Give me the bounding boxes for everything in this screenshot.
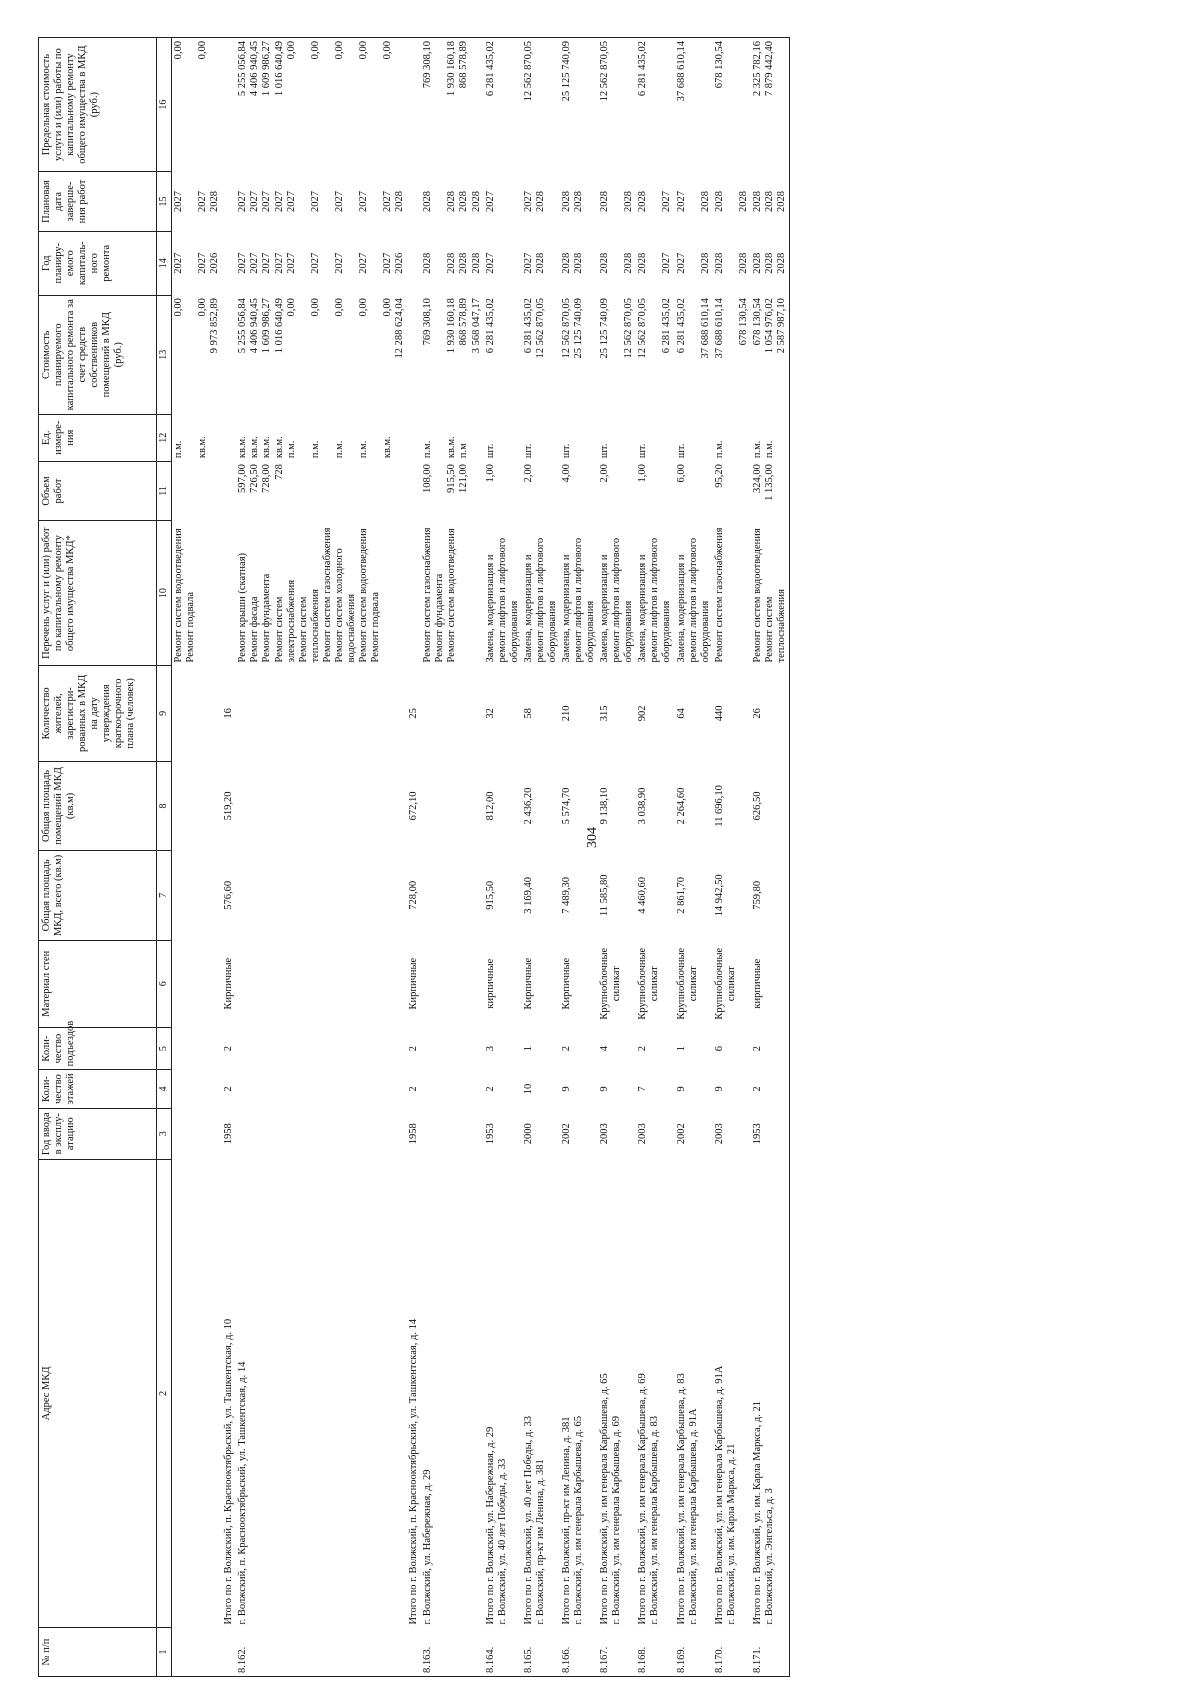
cost-limit-cell: 25 125 740,09 xyxy=(560,38,598,172)
year-built-cell: 2003 xyxy=(637,1123,649,1145)
work-volume-cell: 4,00 xyxy=(560,464,572,483)
work-volume-cell: 95,20 xyxy=(713,464,725,488)
residents-cell xyxy=(236,665,407,761)
address-cell: Итого по г. Волжский, ул. 40 лет Победы, д. 33 г. Волжский, пр-кт им Ленина, д. 381 xyxy=(522,1415,546,1625)
repair-year-cell xyxy=(407,231,421,295)
cost-limit-cell: 37 688 610,14 xyxy=(675,38,713,172)
work-volume-cell: 1,00 xyxy=(637,464,649,483)
table-row xyxy=(522,38,560,1677)
table-row xyxy=(407,38,421,1677)
works-list-cell: Замена, модернизация и ремонт лифтов и лифтового оборудования xyxy=(675,537,711,663)
premises-area-cell: 2 436,20 xyxy=(522,787,534,825)
address-cell: Итого по г. Волжский, пр-кт им Ленина, д. 381 г. Волжский, ул. им генерала Карбышева, д. 65 xyxy=(560,1415,584,1625)
works-list-cell: Замена, модернизация и ремонт лифтов и лифтового оборудования xyxy=(560,537,597,663)
wall-material-cell xyxy=(172,940,223,1027)
header-cell: Ед. измере-ния xyxy=(39,414,157,461)
column-number: 14 xyxy=(157,231,172,295)
entrances-cell: 3 xyxy=(484,1045,496,1052)
entrances-cell: 1 xyxy=(675,1045,687,1052)
repair-year-cell: 2028 2028 xyxy=(599,252,635,274)
residents-cell: 902 xyxy=(637,705,649,722)
residents-cell: 32 xyxy=(484,708,496,719)
work-volume-cell: 1,00 xyxy=(484,464,496,483)
unit-cell: п.м. кв.м. п.м xyxy=(422,436,470,459)
table-row xyxy=(421,38,483,1677)
total-area-cell: 2 861,70 xyxy=(675,876,687,914)
residents-cell xyxy=(421,665,483,761)
column-number: 2 xyxy=(157,1159,172,1627)
header-cell: № п/п xyxy=(39,1628,157,1677)
works-list-cell: Ремонт систем газоснабжения xyxy=(713,527,725,663)
total-area-cell: 728,00 xyxy=(408,880,420,910)
completion-date-cell: 2028 2028 2028 2028 xyxy=(422,191,482,212)
repair-year-cell: 2028 2028 2028 2028 xyxy=(422,252,482,274)
floors-cell xyxy=(172,1070,223,1108)
header-cell: Год ввода в эксплу-атацию xyxy=(39,1108,157,1159)
wall-material-cell xyxy=(421,940,483,1027)
residents-cell: 315 xyxy=(599,705,611,722)
planned-cost-cell xyxy=(222,295,236,414)
wall-material-cell: Кирпичные xyxy=(522,957,534,1010)
floors-cell: 9 xyxy=(599,1086,611,1092)
header-row xyxy=(39,38,157,1677)
works-list-cell xyxy=(407,521,421,666)
unit-cell: шт. xyxy=(522,443,534,459)
floors-cell: 10 xyxy=(522,1083,534,1095)
number-cell: 8.163. xyxy=(421,1628,483,1677)
column-number: 11 xyxy=(157,461,172,521)
wall-material-cell: кирпичные xyxy=(751,940,790,1027)
unit-cell: шт. xyxy=(484,443,496,459)
premises-area-cell: 626,50 xyxy=(751,761,790,850)
work-volume-cell: 6,00 xyxy=(675,464,687,483)
entrances-cell: 2 xyxy=(560,1045,572,1052)
year-built-cell: 1953 xyxy=(484,1123,496,1145)
column-number: 3 xyxy=(157,1108,172,1159)
residents-cell: 440 xyxy=(713,705,725,722)
works-list-cell: Ремонт систем газоснабжения Ремонт фундамента Ремонт систем водоотведения xyxy=(422,527,458,663)
wall-material-cell xyxy=(236,940,407,1027)
works-list-cell: Замена, модернизация и ремонт лифтов и лифтового оборудования xyxy=(484,537,520,663)
column-number: 12 xyxy=(157,414,172,461)
number-cell: 8.165. xyxy=(522,1628,560,1677)
year-built-cell: 2002 xyxy=(675,1123,687,1145)
year-built-cell: 2000 xyxy=(522,1123,534,1145)
address-cell: Итого по г. Волжский, ул. им генерала Карбышева, д. 83 г. Волжский, ул. им генерала Карбышева, д. 91А xyxy=(675,1373,699,1625)
entrances-cell: 2 xyxy=(751,1027,790,1070)
premises-area-cell: 519,20 xyxy=(223,791,235,821)
number-cell: 8.164. xyxy=(484,1628,522,1677)
residents-cell: 25 xyxy=(408,708,420,719)
floors-cell: 2 xyxy=(751,1070,790,1108)
premises-area-cell: 9 138,10 xyxy=(599,787,611,825)
unit-cell: п.м. кв.м. xyxy=(173,436,209,459)
column-number: 6 xyxy=(157,940,172,1027)
year-built-cell: 1958 xyxy=(408,1123,420,1145)
number-cell xyxy=(222,1628,236,1677)
column-number: 16 xyxy=(157,38,172,172)
planned-cost-cell: 678 130,54 1 054 976,02 2 587 987,10 xyxy=(751,295,790,414)
residents-cell: 64 xyxy=(675,708,687,719)
header-cell: Плановая дата заверше-ния работ xyxy=(39,172,157,232)
completion-date-cell xyxy=(407,172,421,232)
column-number: 8 xyxy=(157,761,172,850)
column-number: 4 xyxy=(157,1070,172,1108)
repair-plan-table xyxy=(38,37,790,1677)
total-area-cell: 759,80 xyxy=(751,851,790,940)
works-list-cell: Ремонт систем водоотведения Ремонт подвала xyxy=(173,528,197,663)
header-cell: Коли-чество этажей xyxy=(39,1070,157,1108)
premises-area-cell xyxy=(236,761,407,850)
wall-material-cell: Кирпичные xyxy=(408,957,420,1010)
entrances-cell: 1 xyxy=(522,1045,534,1052)
floors-cell: 9 xyxy=(713,1086,725,1092)
planned-cost-cell: 12 562 870,05 25 125 740,09 xyxy=(560,298,584,359)
cost-limit-cell xyxy=(222,38,236,172)
total-area-cell: 4 460,60 xyxy=(637,876,649,914)
year-built-cell: 1953 xyxy=(751,1108,790,1159)
wall-material-cell: Крупноблочные силикат xyxy=(713,947,737,1020)
table-row xyxy=(222,38,236,1677)
year-built-cell xyxy=(236,1108,407,1159)
planned-cost-cell: 25 125 740,09 12 562 870,05 xyxy=(599,298,635,359)
column-number: 13 xyxy=(157,295,172,414)
cost-limit-cell: 0,00 0,00 xyxy=(172,38,223,172)
column-number: 15 xyxy=(157,172,172,232)
work-volume-cell: 324,00 1 135,00 xyxy=(751,461,790,521)
unit-cell xyxy=(407,414,421,461)
address-cell: г. Волжский, п. Краснооктябрьский, ул. Ташкентская, д. 14 xyxy=(237,1361,249,1625)
unit-cell: шт. xyxy=(560,443,572,459)
number-cell xyxy=(172,1628,223,1677)
wall-material-cell: Крупноблочные силикат xyxy=(599,947,623,1020)
floors-cell: 7 xyxy=(637,1086,649,1092)
address-cell: Итого по г. Волжский, ул. им. Карла Маркса, д. 21 г. Волжский, ул. Энгельса, д. 3 xyxy=(751,1159,790,1627)
premises-area-cell: 5 574,70 xyxy=(560,787,572,825)
residents-cell: 26 xyxy=(751,665,790,761)
completion-date-cell: 2028 2028 xyxy=(560,191,584,212)
entrances-cell: 2 xyxy=(408,1045,420,1052)
header-cell: Год планиру-емого капиталь-ного ремонта xyxy=(39,231,157,295)
total-area-cell: 11 585,80 xyxy=(599,874,611,917)
column-number: 1 xyxy=(157,1628,172,1677)
work-volume-cell: 2,00 xyxy=(522,464,534,483)
work-volume-cell: 597,00 726,50 728,00 728 xyxy=(237,464,285,494)
address-cell: Итого по г. Волжский, ул. им генерала Карбышева, д. 65 г. Волжский, ул. им генерала Карбышева, д. 69 xyxy=(599,1373,623,1625)
total-area-cell xyxy=(421,851,483,940)
year-built-cell: 1958 xyxy=(223,1123,235,1145)
number-cell xyxy=(407,1628,421,1677)
table-row xyxy=(484,38,522,1677)
planned-cost-cell: 12 562 870,05 6 281 435,02 xyxy=(637,298,673,359)
work-volume-cell xyxy=(172,461,223,521)
table-row xyxy=(675,38,713,1677)
table-row xyxy=(713,38,751,1677)
year-built-cell: 2003 xyxy=(599,1123,611,1145)
repair-year-cell: 2028 2028 xyxy=(713,252,749,274)
planned-cost-cell: 769 308,10 1 930 160,18 868 578,89 3 568 047,17 xyxy=(422,298,482,354)
table-row xyxy=(636,38,674,1677)
works-list-cell: Замена, модернизация и ремонт лифтов и лифтового оборудования xyxy=(637,537,673,663)
year-built-cell: 2003 xyxy=(713,1123,725,1145)
wall-material-cell: Кирпичные xyxy=(560,957,572,1010)
header-cell: Перечень услуг и (или) работ по капитальному ремонту общего имущества МКД* xyxy=(39,521,157,666)
year-built-cell: 2002 xyxy=(560,1123,572,1145)
number-cell: 8.166. xyxy=(560,1628,598,1677)
repair-year-cell: 2027 2027 2027 2027 2027 2027 2027 2027 2027 2026 xyxy=(237,252,406,274)
planned-cost-cell: 37 688 610,14 678 130,54 xyxy=(713,298,749,359)
floors-cell: 9 xyxy=(675,1086,687,1092)
floors-cell: 2 xyxy=(223,1086,235,1092)
cost-limit-cell: 2 325 782,16 7 879 442,40 xyxy=(751,38,790,172)
header-cell: Общая площадь помещений МКД (кв.м) xyxy=(39,761,157,850)
premises-area-cell: 11 696,10 xyxy=(713,785,725,827)
repair-year-cell: 2027 2027 2026 xyxy=(173,252,221,274)
header-cell: Коли-чество подъездов xyxy=(39,1027,157,1070)
unit-cell: шт. xyxy=(599,443,611,459)
repair-year-cell: 2028 2028 2028 xyxy=(751,231,790,295)
unit-cell: кв.м. кв.м. кв.м. кв.м. п.м. п.м. п.м. п.м. кв.м. xyxy=(237,436,394,459)
total-area-cell xyxy=(172,851,223,940)
completion-date-cell: 2028 2028 xyxy=(713,191,749,212)
entrances-cell: 6 xyxy=(713,1045,725,1052)
repair-year-cell: 2027 2028 xyxy=(522,252,546,274)
completion-date-cell: 2028 2028 xyxy=(599,191,635,212)
entrances-cell xyxy=(421,1027,483,1070)
header-cell: Стоимость планируемого капитального ремонта за счет средств собственников помещений в МКД (руб.) xyxy=(39,295,157,414)
work-volume-cell: 108,00 915,50 121,00 xyxy=(422,464,470,494)
residents-cell: 16 xyxy=(223,708,235,719)
total-area-cell: 576,60 xyxy=(223,880,235,910)
address-cell xyxy=(172,1159,223,1627)
address-cell: Итого по г. Волжский, ул. Набережная, д. 29 г. Волжский, ул. 40 лет Победы, д. 33 xyxy=(484,1426,508,1625)
premises-area-cell xyxy=(421,761,483,850)
premises-area-cell: 812,00 xyxy=(484,791,496,821)
number-cell: 8.162. xyxy=(236,1628,407,1677)
works-list-cell xyxy=(222,521,236,666)
completion-date-cell xyxy=(222,172,236,232)
header-cell: Количество жителей, зарегистри-рованных в МКД на дату утверждения краткосрочного плана (человек) xyxy=(39,665,157,761)
completion-date-cell: 2027 2028 xyxy=(522,191,546,212)
completion-date-cell: 2028 2027 xyxy=(637,191,673,212)
total-area-cell xyxy=(236,851,407,940)
planned-cost-cell: 6 281 435,02 12 562 870,05 xyxy=(522,298,546,359)
header-cell: Материал стен xyxy=(39,940,157,1027)
wall-material-cell: Крупноблочные силикат xyxy=(675,947,699,1020)
header-cell: Объем работ xyxy=(39,461,157,521)
address-cell: Итого по г. Волжский, ул. им генерала Карбышева, д. 91А г. Волжский, ул. им. Карла Маркса, д. 21 xyxy=(713,1365,737,1625)
address-cell: Итого по г. Волжский, ул. им генерала Карбышева, д. 69 г. Волжский, ул. им генерала Карбышева, д. 83 xyxy=(637,1373,661,1625)
entrances-cell: 4 xyxy=(599,1045,611,1052)
premises-area-cell xyxy=(172,761,223,850)
floors-cell xyxy=(236,1070,407,1108)
repair-year-cell: 2028 2027 xyxy=(637,252,673,274)
work-volume-cell: 2,00 xyxy=(599,464,611,483)
work-volume-cell xyxy=(407,461,421,521)
cost-limit-cell: 6 281 435,02 xyxy=(484,38,522,172)
total-area-cell: 3 169,40 xyxy=(522,876,534,914)
number-cell: 8.169. xyxy=(675,1628,713,1677)
residents-cell xyxy=(172,665,223,761)
works-list-cell: Замена, модернизация и ремонт лифтов и лифтового оборудования xyxy=(522,537,558,663)
premises-area-cell: 2 264,60 xyxy=(675,787,687,825)
table-row xyxy=(751,38,790,1677)
completion-date-cell: 2028 2028 2028 xyxy=(751,172,790,232)
entrances-cell xyxy=(236,1027,407,1070)
cost-limit-cell: 6 281 435,02 xyxy=(636,38,674,172)
floors-cell: 9 xyxy=(560,1086,572,1092)
repair-year-cell: 2028 2028 xyxy=(560,252,584,274)
cost-limit-cell xyxy=(407,38,421,172)
repair-year-cell xyxy=(222,231,236,295)
entrances-cell: 2 xyxy=(637,1045,649,1052)
number-cell: 8.170. xyxy=(713,1628,751,1677)
completion-date-cell: 2027 2027 2027 2027 2027 2027 2027 2027 2027 2028 xyxy=(237,191,406,212)
planned-cost-cell: 0,00 0,00 9 973 852,89 xyxy=(173,298,221,354)
works-list-cell: Ремонт крыши (скатная) Ремонт фасада Ремонт фундамента Ремонт систем электроснабжения Ремонт систем теплоснабжения Ремонт систем газоснабжения Ремонт систем холодного водоснабжения Ремонт систем водоотведения Ремонт подвала xyxy=(237,527,381,663)
residents-cell: 210 xyxy=(560,705,572,722)
rotated-page xyxy=(38,37,1193,1677)
planned-cost-cell: 5 255 056,84 4 406 940,45 1 609 986,27 1 016 640,49 0,00 0,00 0,00 0,00 0,00 12 288 624,04 xyxy=(237,298,406,359)
wall-material-cell: кирпичные xyxy=(484,958,496,1009)
completion-date-cell: 2027 2027 2028 xyxy=(173,191,221,212)
floors-cell xyxy=(421,1070,483,1108)
floors-cell: 2 xyxy=(484,1086,496,1092)
column-number: 7 xyxy=(157,851,172,940)
works-list-cell: Ремонт систем водоотведения Ремонт систем теплоснабжения xyxy=(751,521,790,666)
completion-date-cell: 2027 xyxy=(484,191,496,212)
unit-cell: шт. xyxy=(637,443,649,459)
address-cell: Итого по г. Волжский, п. Краснооктябрьский, ул. Ташкентская, д. 14 xyxy=(408,1318,420,1625)
works-list-cell: Замена, модернизация и ремонт лифтов и лифтового оборудования xyxy=(599,537,635,663)
number-cell: 8.167. xyxy=(598,1628,636,1677)
table-row xyxy=(172,38,223,1677)
total-area-cell: 7 489,30 xyxy=(560,876,572,914)
planned-cost-cell: 6 281 435,02 37 688 610,14 xyxy=(675,298,711,359)
column-number: 9 xyxy=(157,665,172,761)
header-cell: Предельная стоимость услуги и (или) работы по капитальному ремонту общего имущества в МКД (руб.) xyxy=(39,38,157,172)
address-cell: г. Волжский, ул. Набережная, д. 29 xyxy=(422,1469,434,1625)
cost-limit-cell: 12 562 870,05 xyxy=(522,38,560,172)
residents-cell: 58 xyxy=(522,708,534,719)
planned-cost-cell xyxy=(407,295,421,414)
wall-material-cell: Крупноблочные силикат xyxy=(637,947,661,1020)
number-cell: 8.171. xyxy=(751,1628,790,1677)
cost-limit-cell: 12 562 870,05 xyxy=(598,38,636,172)
cost-limit-cell: 678 130,54 xyxy=(713,38,751,172)
completion-date-cell: 2027 2028 xyxy=(675,191,711,212)
unit-cell: п.м. п.м. xyxy=(751,414,790,461)
premises-area-cell: 3 038,90 xyxy=(637,787,649,825)
unit-cell: шт. xyxy=(675,443,687,459)
wall-material-cell: Кирпичные xyxy=(223,957,235,1010)
work-volume-cell xyxy=(222,461,236,521)
unit-cell: п.м. xyxy=(713,440,725,459)
address-cell: Итого по г. Волжский, п. Краснооктябрьский, ул. Ташкентская, д. 10 xyxy=(223,1318,235,1625)
number-cell: 8.168. xyxy=(636,1628,674,1677)
table-row xyxy=(598,38,636,1677)
column-number: 10 xyxy=(157,521,172,666)
page-number: 304 xyxy=(585,827,600,848)
planned-cost-cell: 6 281 435,02 xyxy=(484,298,496,354)
cost-limit-cell: 5 255 056,84 4 406 940,45 1 609 986,27 1 016 640,49 0,00 0,00 0,00 0,00 0,00 xyxy=(236,38,407,172)
total-area-cell: 915,50 xyxy=(484,880,496,910)
repair-year-cell: 2027 xyxy=(484,252,496,274)
header-cell: Общая площадь МКД, всего (кв.м) xyxy=(39,851,157,940)
unit-cell xyxy=(222,414,236,461)
table-row xyxy=(236,38,407,1677)
repair-year-cell: 2027 2028 xyxy=(675,252,711,274)
entrances-cell xyxy=(172,1027,223,1070)
premises-area-cell: 672,10 xyxy=(408,791,420,821)
header-cell: Адрес МКД xyxy=(39,1159,157,1627)
year-built-cell xyxy=(172,1108,223,1159)
total-area-cell: 14 942,50 xyxy=(713,874,725,917)
entrances-cell: 2 xyxy=(223,1045,235,1052)
year-built-cell xyxy=(421,1108,483,1159)
table-row xyxy=(560,38,598,1677)
cost-limit-cell: 769 308,10 1 930 160,18 868 578,89 xyxy=(421,38,483,172)
column-number: 5 xyxy=(157,1027,172,1070)
column-number-row xyxy=(157,38,172,1677)
floors-cell: 2 xyxy=(408,1086,420,1092)
